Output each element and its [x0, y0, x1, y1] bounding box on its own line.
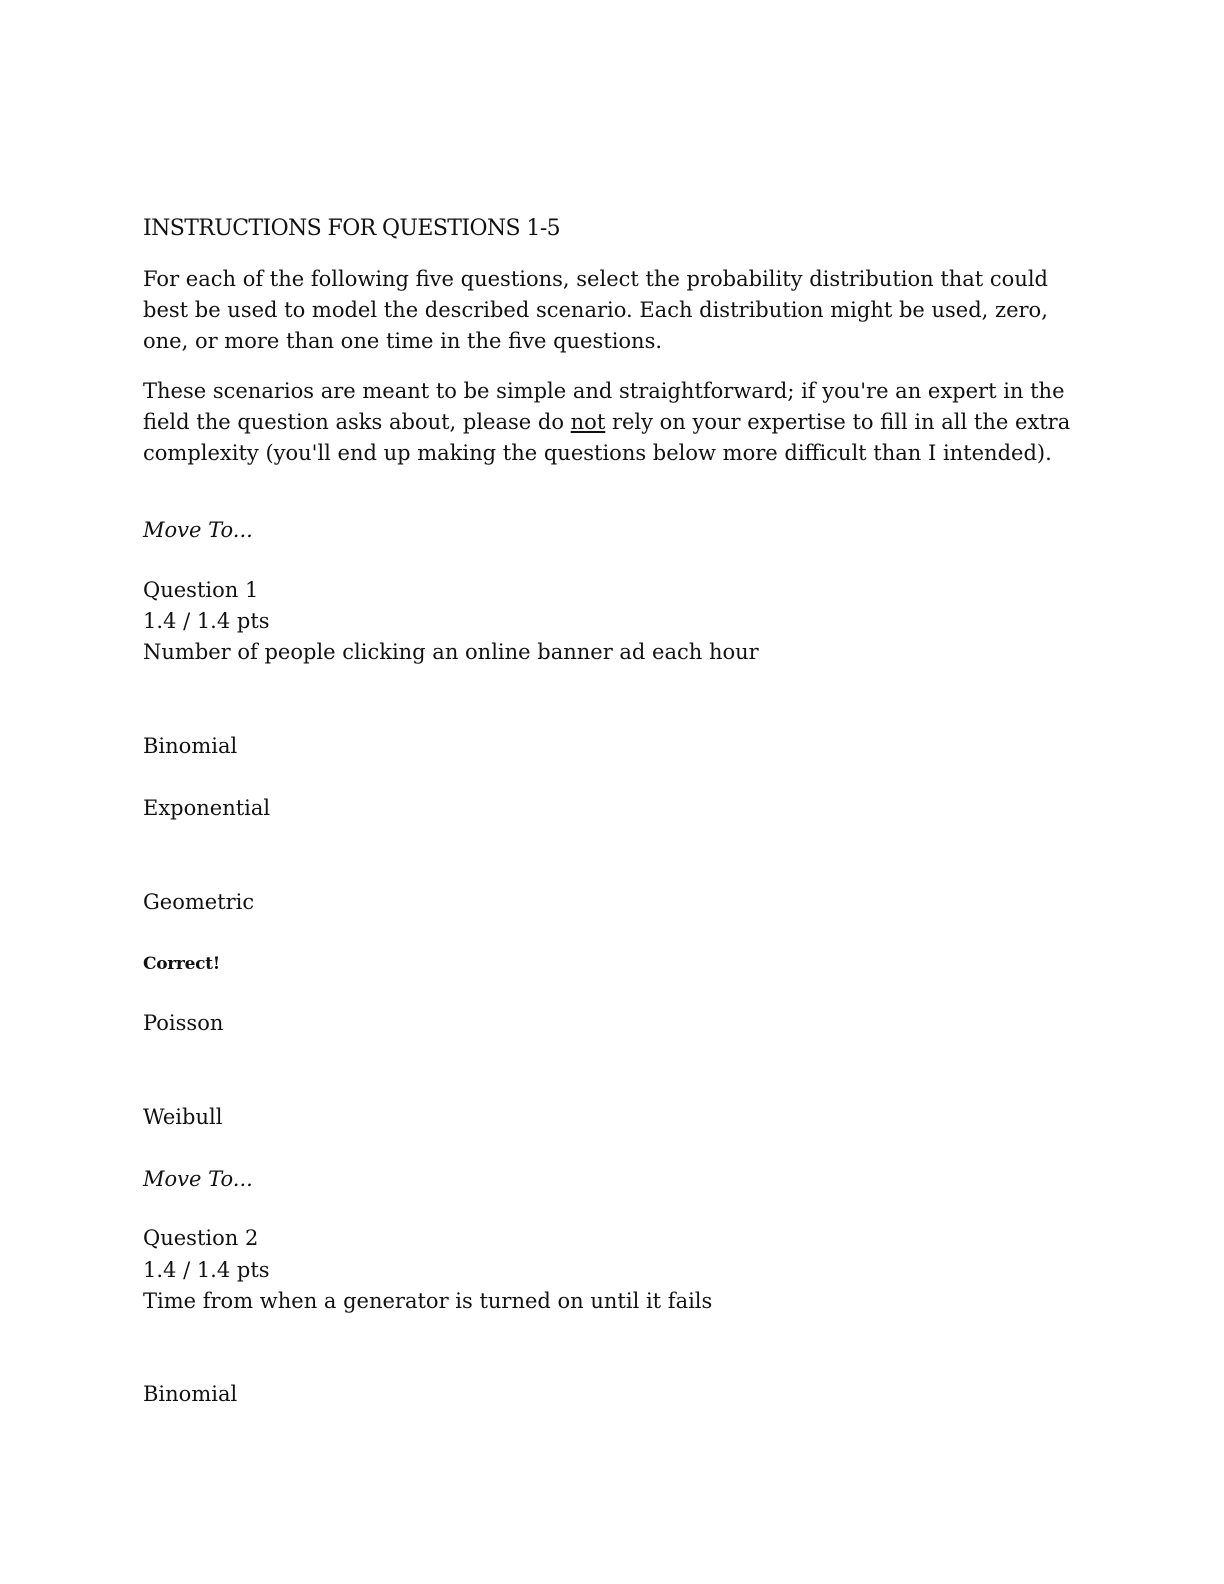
- q1-title: Question 1: [143, 578, 259, 602]
- q2-move-to-link[interactable]: Move To...: [143, 1167, 253, 1191]
- q2-points: 1.4 / 1.4 pts: [143, 1258, 270, 1282]
- para2-text-before: These scenarios are meant to be simple and straightforward; if you're an expert in the field the question asks about, please do: [143, 379, 1065, 434]
- q1-option-weibull[interactable]: Weibull: [143, 1105, 223, 1129]
- q1-option-binomial[interactable]: Binomial: [143, 734, 238, 758]
- para2-emphasis: not: [570, 410, 606, 434]
- q1-points: 1.4 / 1.4 pts: [143, 609, 270, 633]
- instructions-heading: INSTRUCTIONS FOR QUESTIONS 1-5: [143, 216, 561, 241]
- q1-move-to-link[interactable]: Move To...: [143, 518, 253, 542]
- q1-option-geometric[interactable]: Geometric: [143, 890, 255, 914]
- q2-option-binomial[interactable]: Binomial: [143, 1382, 238, 1406]
- instructions-paragraph-1: For each of the following five questions, select the probability distribution that could best be used to model the described scenario. Each distribution might be used, zero, one, or more than one time in the five questions.: [143, 267, 1048, 353]
- q1-prompt: Number of people clicking an online banner ad each hour: [143, 640, 759, 664]
- para2-text-after: rely on your expertise to fill in all the extra complexity (you'll end up making the questions below more difficult than I intended).: [143, 410, 1071, 465]
- q1-option-poisson[interactable]: Poisson: [143, 1011, 224, 1035]
- q2-prompt: Time from when a generator is turned on until it fails: [143, 1289, 713, 1313]
- q2-title: Question 2: [143, 1226, 259, 1250]
- q1-option-exponential[interactable]: Exponential: [143, 796, 271, 820]
- instructions-paragraph-2: [143, 376, 1078, 469]
- q1-correct-label: Correct!: [143, 954, 220, 974]
